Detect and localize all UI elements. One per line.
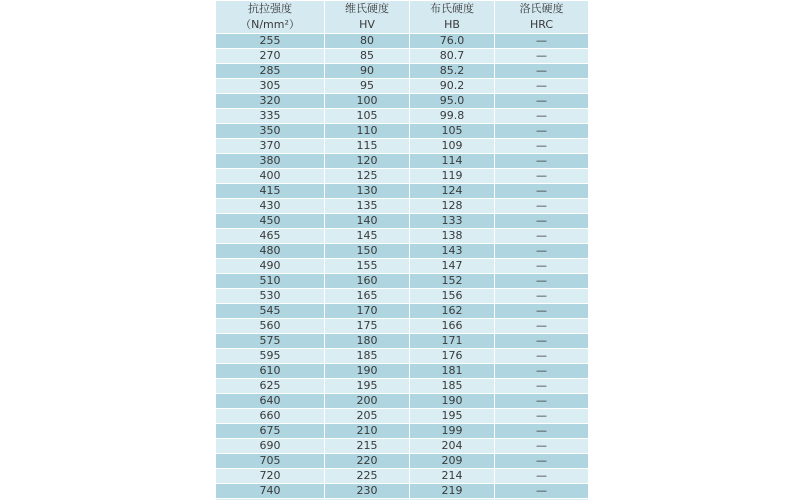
table-cell: 195 bbox=[409, 408, 494, 423]
column-subtitle: HV bbox=[359, 18, 375, 31]
table-row bbox=[215, 198, 588, 213]
table-cell: — bbox=[494, 168, 588, 183]
table-cell: — bbox=[494, 468, 588, 483]
table-cell: 124 bbox=[409, 183, 494, 198]
table-row bbox=[215, 303, 588, 318]
table-cell: 510 bbox=[215, 273, 324, 288]
table-row bbox=[215, 348, 588, 363]
table-cell: 128 bbox=[409, 198, 494, 213]
table-cell: — bbox=[494, 363, 588, 378]
table-cell: 465 bbox=[215, 228, 324, 243]
table-cell: 335 bbox=[215, 108, 324, 123]
table-cell: 130 bbox=[324, 183, 409, 198]
table-cell: 720 bbox=[215, 468, 324, 483]
table-cell: 320 bbox=[215, 93, 324, 108]
table-row bbox=[215, 408, 588, 423]
table-cell: 100 bbox=[324, 93, 409, 108]
table-cell: 175 bbox=[324, 318, 409, 333]
column-header-tensile-strength bbox=[215, 0, 324, 33]
table-cell: 90 bbox=[324, 63, 409, 78]
table-cell: 138 bbox=[409, 228, 494, 243]
table-cell: 165 bbox=[324, 288, 409, 303]
table-cell: 110 bbox=[324, 123, 409, 138]
table-cell: 150 bbox=[324, 243, 409, 258]
table-cell: 133 bbox=[409, 213, 494, 228]
table-cell: 690 bbox=[215, 438, 324, 453]
table-row bbox=[215, 153, 588, 168]
header-row bbox=[215, 0, 588, 33]
table-row bbox=[215, 258, 588, 273]
table-cell: 119 bbox=[409, 168, 494, 183]
table-cell: — bbox=[494, 228, 588, 243]
table-cell: — bbox=[494, 123, 588, 138]
table-row bbox=[215, 108, 588, 123]
table-cell: 143 bbox=[409, 243, 494, 258]
table-cell: 209 bbox=[409, 453, 494, 468]
table-header bbox=[215, 0, 588, 33]
column-subtitle: HRC bbox=[529, 18, 554, 31]
table-cell: — bbox=[494, 318, 588, 333]
table-row bbox=[215, 138, 588, 153]
table-cell: 114 bbox=[409, 153, 494, 168]
table-cell: 152 bbox=[409, 273, 494, 288]
table-cell: — bbox=[494, 333, 588, 348]
table-cell: 171 bbox=[409, 333, 494, 348]
table-cell: — bbox=[494, 273, 588, 288]
table-cell: 230 bbox=[324, 483, 409, 498]
table-cell: 610 bbox=[215, 363, 324, 378]
table-cell: 210 bbox=[324, 423, 409, 438]
table-row bbox=[215, 33, 588, 48]
table-cell: 370 bbox=[215, 138, 324, 153]
table-cell: 530 bbox=[215, 288, 324, 303]
table-cell: 160 bbox=[324, 273, 409, 288]
table-cell: 76.0 bbox=[409, 33, 494, 48]
table-row bbox=[215, 483, 588, 498]
table-cell: 205 bbox=[324, 408, 409, 423]
table-cell: 80 bbox=[324, 33, 409, 48]
table-cell: — bbox=[494, 303, 588, 318]
table-cell: — bbox=[494, 258, 588, 273]
table-cell: 155 bbox=[324, 258, 409, 273]
table-cell: 185 bbox=[324, 348, 409, 363]
table-cell: 740 bbox=[215, 483, 324, 498]
table-cell: — bbox=[494, 423, 588, 438]
table-row bbox=[215, 453, 588, 468]
table-cell: — bbox=[494, 408, 588, 423]
column-subtitle: （N/mm²） bbox=[240, 18, 300, 31]
table-cell: — bbox=[494, 213, 588, 228]
column-title: 抗拉强度 bbox=[248, 2, 292, 15]
table-cell: 156 bbox=[409, 288, 494, 303]
table-cell: 625 bbox=[215, 378, 324, 393]
table-row bbox=[215, 393, 588, 408]
table-cell: 255 bbox=[215, 33, 324, 48]
table-cell: 305 bbox=[215, 78, 324, 93]
table-cell: 200 bbox=[324, 393, 409, 408]
table-cell: 219 bbox=[409, 483, 494, 498]
table-cell: 85 bbox=[324, 48, 409, 63]
table-row bbox=[215, 213, 588, 228]
table-row bbox=[215, 378, 588, 393]
table-cell: 85.2 bbox=[409, 63, 494, 78]
table-cell: — bbox=[494, 288, 588, 303]
table-cell: 162 bbox=[409, 303, 494, 318]
table-row bbox=[215, 228, 588, 243]
table-row bbox=[215, 333, 588, 348]
table-cell: 95.0 bbox=[409, 93, 494, 108]
table-cell: — bbox=[494, 483, 588, 498]
table-cell: 99.8 bbox=[409, 108, 494, 123]
table-cell: 380 bbox=[215, 153, 324, 168]
table-row bbox=[215, 78, 588, 93]
table-cell: — bbox=[494, 183, 588, 198]
table-cell: 115 bbox=[324, 138, 409, 153]
table-cell: 90.2 bbox=[409, 78, 494, 93]
table-cell: — bbox=[494, 243, 588, 258]
table-cell: 109 bbox=[409, 138, 494, 153]
table-cell: 705 bbox=[215, 453, 324, 468]
table-row bbox=[215, 63, 588, 78]
table-body bbox=[215, 33, 588, 500]
table-cell: 285 bbox=[215, 63, 324, 78]
table-cell: 350 bbox=[215, 123, 324, 138]
table-cell: — bbox=[494, 33, 588, 48]
table-cell: — bbox=[494, 198, 588, 213]
table-cell: 270 bbox=[215, 48, 324, 63]
table-row bbox=[215, 243, 588, 258]
table-cell: — bbox=[494, 48, 588, 63]
table-cell: 575 bbox=[215, 333, 324, 348]
table-cell: 80.7 bbox=[409, 48, 494, 63]
table-cell: — bbox=[494, 78, 588, 93]
table-cell: 215 bbox=[324, 438, 409, 453]
table-cell: — bbox=[494, 108, 588, 123]
table-cell: 225 bbox=[324, 468, 409, 483]
table-cell: 185 bbox=[409, 378, 494, 393]
table-cell: — bbox=[494, 378, 588, 393]
table-row bbox=[215, 363, 588, 378]
table-row bbox=[215, 438, 588, 453]
table-cell: 204 bbox=[409, 438, 494, 453]
table-cell: 450 bbox=[215, 213, 324, 228]
table-cell: 120 bbox=[324, 153, 409, 168]
hardness-conversion-table bbox=[215, 0, 588, 500]
table-cell: 190 bbox=[324, 363, 409, 378]
table-cell: 595 bbox=[215, 348, 324, 363]
table-cell: 147 bbox=[409, 258, 494, 273]
column-title: 布氏硬度 bbox=[430, 2, 474, 15]
table-cell: 195 bbox=[324, 378, 409, 393]
table-cell: 490 bbox=[215, 258, 324, 273]
table-row bbox=[215, 48, 588, 63]
table-row bbox=[215, 273, 588, 288]
table-row bbox=[215, 183, 588, 198]
table-row bbox=[215, 168, 588, 183]
table-cell: 214 bbox=[409, 468, 494, 483]
table-cell: 95 bbox=[324, 78, 409, 93]
column-subtitle: HB bbox=[444, 18, 460, 31]
table-row bbox=[215, 93, 588, 108]
table-row bbox=[215, 123, 588, 138]
column-header-rockwell-hrc bbox=[494, 0, 588, 33]
table-cell: 145 bbox=[324, 228, 409, 243]
table-cell: — bbox=[494, 453, 588, 468]
column-title: 维氏硬度 bbox=[345, 2, 389, 15]
table-cell: 545 bbox=[215, 303, 324, 318]
table-cell: — bbox=[494, 153, 588, 168]
table-cell: — bbox=[494, 438, 588, 453]
table-cell: 640 bbox=[215, 393, 324, 408]
table-cell: 415 bbox=[215, 183, 324, 198]
table-cell: — bbox=[494, 393, 588, 408]
table-cell: — bbox=[494, 63, 588, 78]
table-cell: 140 bbox=[324, 213, 409, 228]
table-cell: 430 bbox=[215, 198, 324, 213]
table-cell: 105 bbox=[324, 108, 409, 123]
table-cell: 560 bbox=[215, 318, 324, 333]
table-cell: — bbox=[494, 138, 588, 153]
table-cell: 170 bbox=[324, 303, 409, 318]
table-cell: 400 bbox=[215, 168, 324, 183]
table-cell: — bbox=[494, 348, 588, 363]
table-cell: 180 bbox=[324, 333, 409, 348]
table-cell: 105 bbox=[409, 123, 494, 138]
table-row bbox=[215, 423, 588, 438]
table-row bbox=[215, 468, 588, 483]
table-cell: 176 bbox=[409, 348, 494, 363]
table-cell: 220 bbox=[324, 453, 409, 468]
table-row bbox=[215, 318, 588, 333]
table-cell: 190 bbox=[409, 393, 494, 408]
table-cell: 135 bbox=[324, 198, 409, 213]
table-cell: 660 bbox=[215, 408, 324, 423]
table-cell: 166 bbox=[409, 318, 494, 333]
table-cell: 181 bbox=[409, 363, 494, 378]
table-row bbox=[215, 288, 588, 303]
table-cell: 675 bbox=[215, 423, 324, 438]
table-cell: 125 bbox=[324, 168, 409, 183]
column-header-brinell-hb bbox=[409, 0, 494, 33]
column-header-vickers-hv bbox=[324, 0, 409, 33]
column-title: 洛氏硬度 bbox=[519, 2, 564, 15]
table-cell: 480 bbox=[215, 243, 324, 258]
table-cell: — bbox=[494, 93, 588, 108]
table-cell: 199 bbox=[409, 423, 494, 438]
